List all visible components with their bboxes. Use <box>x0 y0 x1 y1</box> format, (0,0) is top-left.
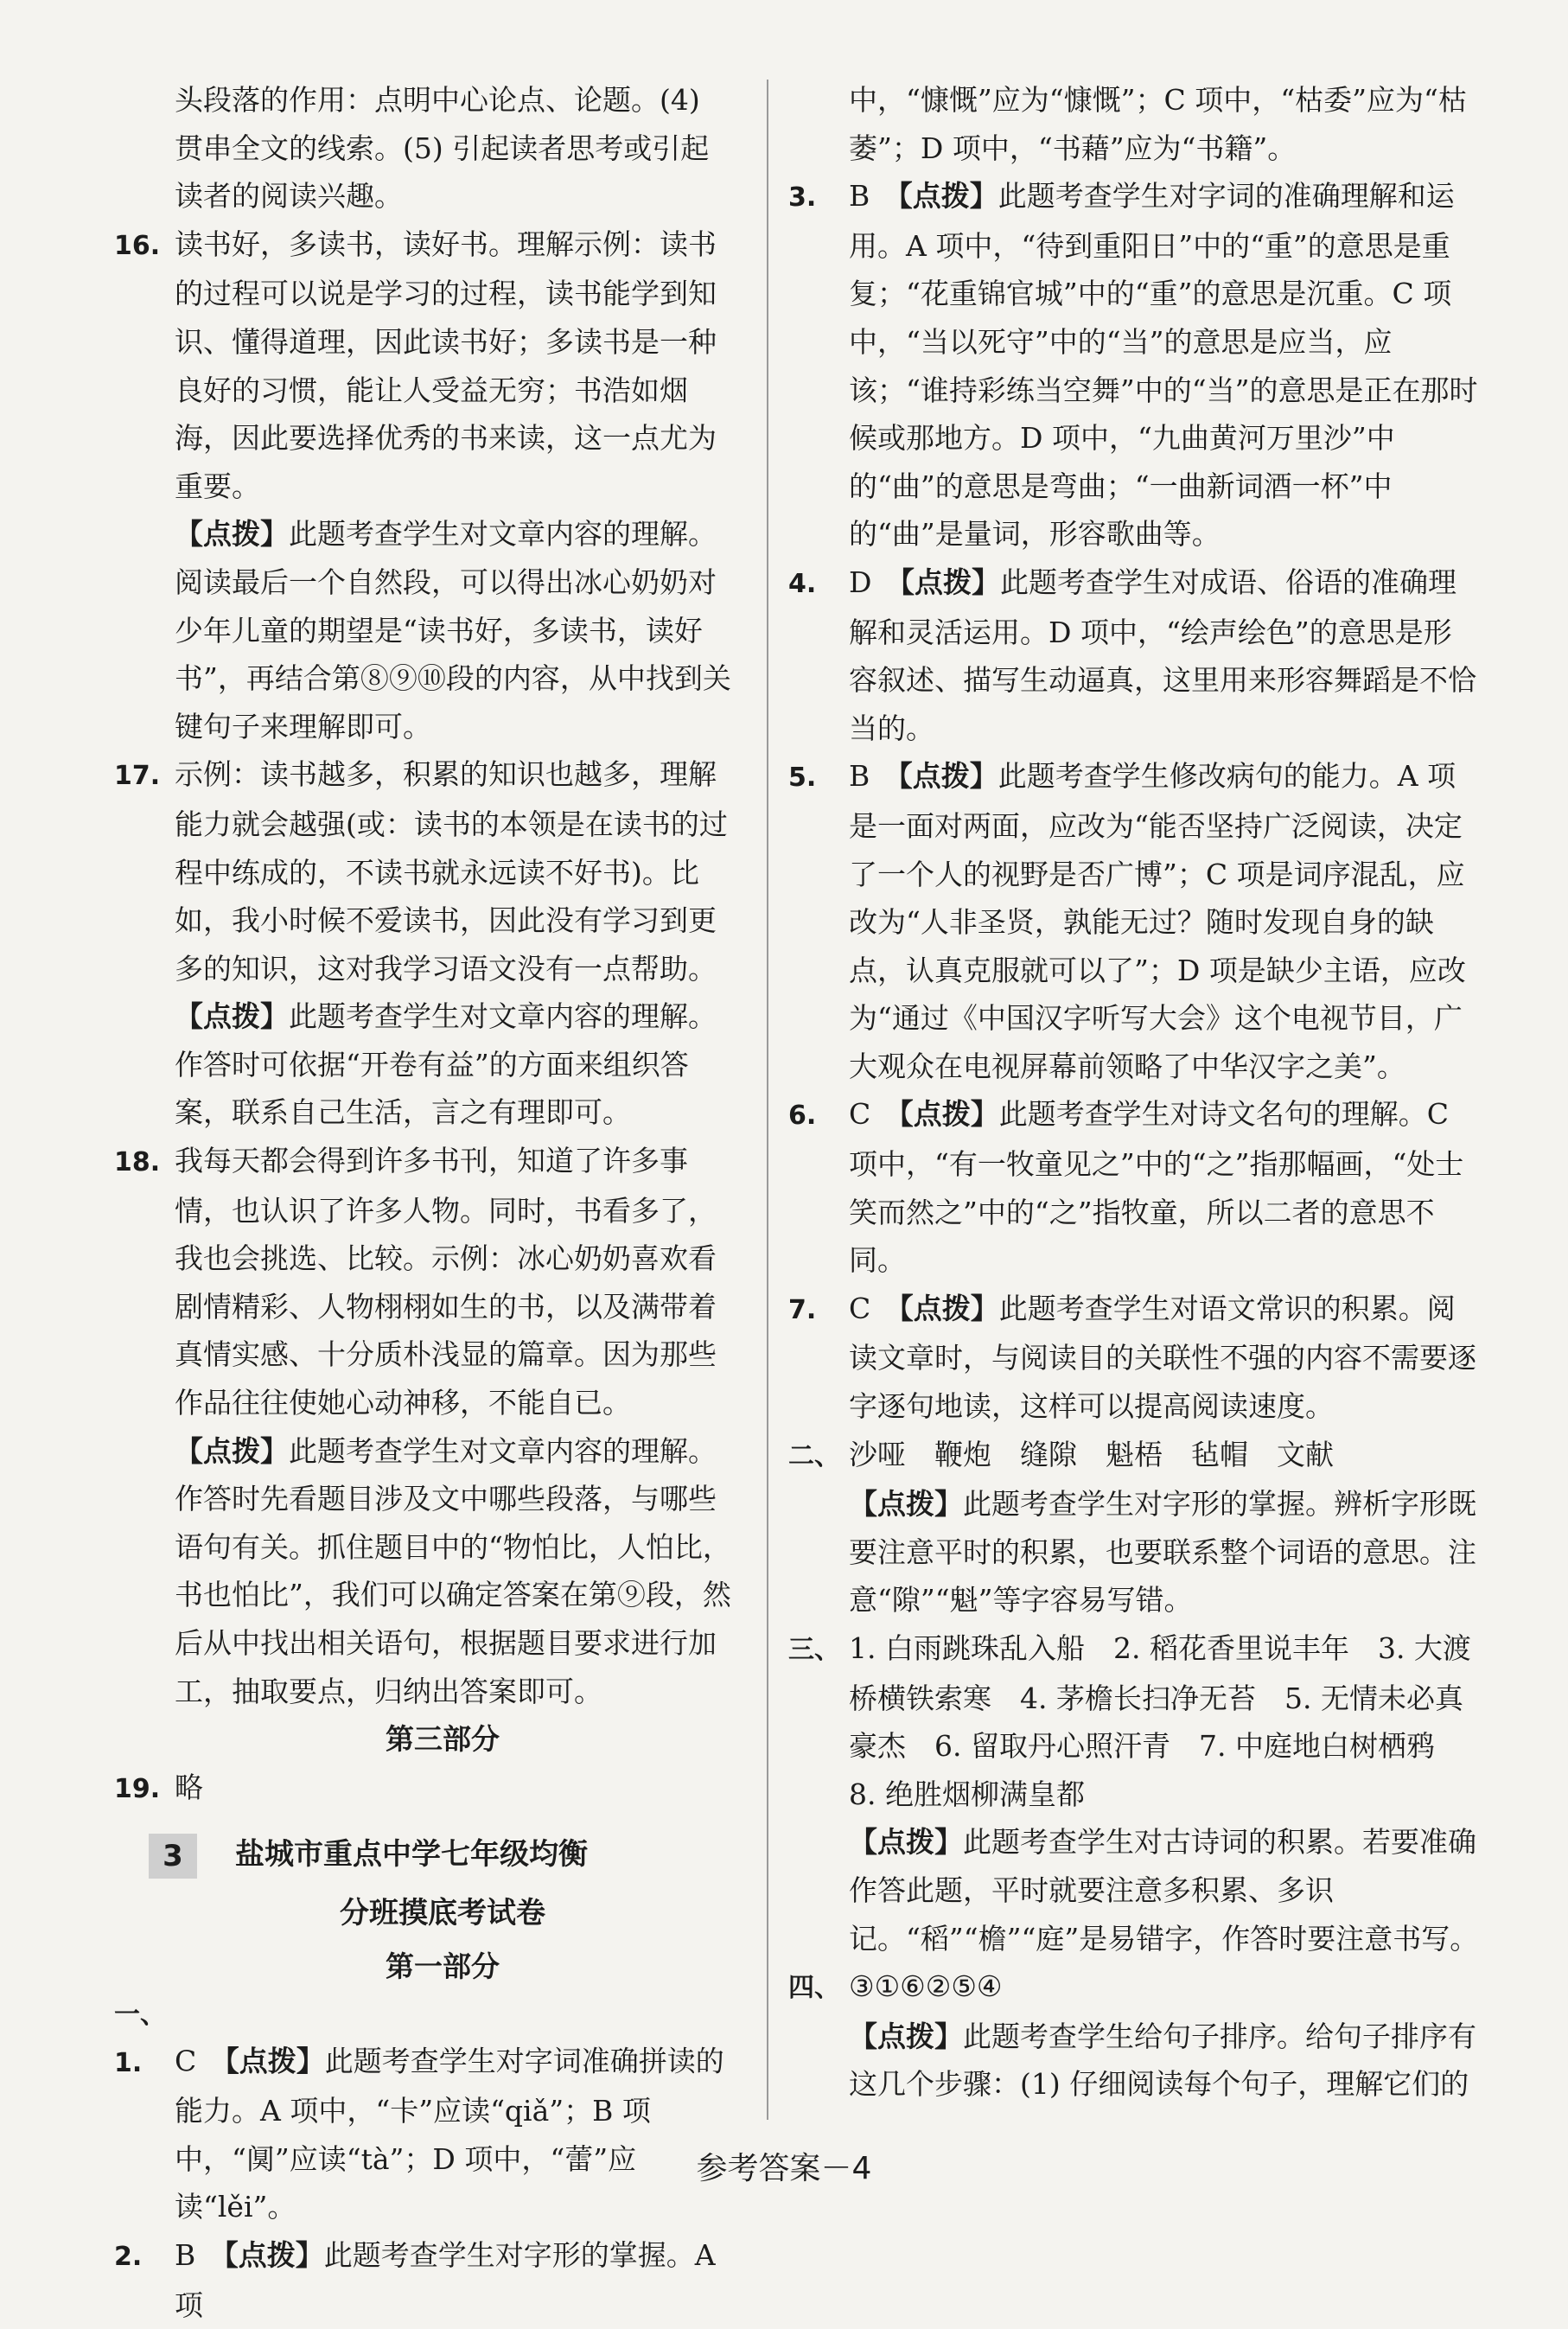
q5-answer <box>788 752 1480 1090</box>
q18-tip <box>114 1427 736 1716</box>
q17-tip <box>114 992 736 1137</box>
section4-tip <box>788 2013 1480 2109</box>
q16-number: 16. <box>114 230 161 261</box>
q17-answer <box>114 750 736 992</box>
tip-label: 【点拨】 <box>224 2237 324 2272</box>
q7-answer <box>788 1285 1480 1431</box>
q5-tip-text: 此题考查学生修改病句的能力。A 项是一面对两面，应改为“能否坚持广泛阅读，决定了一个人的视野是否广博”；C 项是词序混乱，应改为“人非圣贤，孰能无过？随时发现自身的缺点，认真克服就可以了”；D 项是缺少主语，应改为“通过《中国汉字听写大会》这个电视节目，广大观众在电视屏幕前领略了中华汉字之美”。 <box>849 759 1466 1083</box>
q16-tip <box>114 510 736 750</box>
q17-number: 17. <box>114 761 161 792</box>
q7-tip-text: 此题考查学生对语文常识的积累。阅读文章时，与阅读目的关联性不强的内容不需要逐字逐句地读，这样可以提高阅读速度。 <box>849 1291 1476 1424</box>
q2-tip-text: 此题考查学生对字形的掌握。A 项 <box>175 2237 716 2322</box>
section2-answer-text: 沙哑 鞭炮 缝隙 魁梧 毡帽 文献 <box>849 1437 1334 1471</box>
tip-label: 【点拨】 <box>849 1825 963 1860</box>
q19-number: 19. <box>114 1773 161 1804</box>
q3-tip-text: 此题考查学生对字词的准确理解和运用。A 项中，“待到重阳日”中的“重”的意思是重复；“花重锦官城”中的“重”的意思是沉重。C 项中，“当以死守”中的“当”的意思是应当，应该；“谁持彩练当空舞”中的“当”的意思是正在那时候或那地方。D 项中，“九曲黄河万里沙”中的“曲”的意思是弯曲；“一曲新词酒一杯”中的“曲”是量词，形容歌曲等。 <box>849 179 1478 552</box>
q2-continuation: 中，“慷慨”应为“慷慨”；C 项中，“枯委”应为“枯萎”；D 项中，“书藉”应为“书籍”。 <box>849 83 1467 165</box>
part-one-heading: 第一部分 <box>386 1949 500 1984</box>
section3-number: 三、 <box>788 1635 840 1665</box>
q6-choice: C <box>849 1097 871 1132</box>
section2-answer <box>788 1431 1480 1481</box>
q3-number: 3. <box>788 182 817 214</box>
section3-tip-text: 此题考查学生对古诗词的积累。若要准确作答此题，平时就要注意多积累、多识记。“稻”“檐”“庭”是易错字，作答时要注意书写。 <box>849 1825 1479 1956</box>
tip-label: 【点拨】 <box>898 759 998 794</box>
section2-tip-text: 此题考查学生对字形的掌握。辨析字形既要注意平时的积累，也要联系整个词语的意思。注意“隙”“魁”等字容易写错。 <box>849 1487 1476 1618</box>
q1-tip-text: 此题考查学生对字词准确拼读的能力。A 项中，“卡”应读“qiǎ”；B 项中，“阒”应读“tà”；D 项中，“蕾”应读“lěi”。 <box>175 2044 724 2224</box>
page-footer: 参考答案－4 <box>696 2151 872 2186</box>
section2-number: 二、 <box>788 1440 840 1471</box>
tip-label: 【点拨】 <box>899 1097 999 1132</box>
tip-label: 【点拨】 <box>849 1487 963 1522</box>
section3-answer-text: 1. 白雨跳珠乱入船 2. 稻花香里说丰年 3. 大渡桥横铁索寒 4. 茅檐长扫净无苔 5. 无情未必真豪杰 6. 留取丹心照汗青 7. 中庭地白树栖鸦 8. 绝胜烟柳满皇都 <box>849 1631 1471 1811</box>
section-title <box>114 1825 736 1943</box>
tip-label: 【点拨】 <box>175 517 289 552</box>
q3-choice: B <box>849 179 870 214</box>
q6-tip-text: 此题考查学生对诗文名句的理解。C 项中，“有一牧童见之”中的“之”指那幅画，“处士笑而然之”中的“之”指牧童，所以二者的意思不同。 <box>849 1097 1464 1278</box>
tip-label: 【点拨】 <box>900 565 1000 599</box>
section-title-line1: 盐城市重点中学七年级均衡 <box>235 1837 588 1873</box>
q7-number: 7. <box>788 1294 817 1325</box>
column-divider <box>767 80 768 2120</box>
right-column <box>788 76 1480 2109</box>
section2-tip <box>788 1480 1480 1624</box>
q1-number: 一、1. <box>114 1999 166 2078</box>
q18-tip-text: 此题考查学生对文章内容的理解。作答时先看题目涉及文中哪些段落，与哪些语句有关。抓住题目中的“物怕比，人怕比，书也怕比”，我们可以确定答案在第⑨段，然后从中找出相关语句，根据题目要求进行加工，抽取要点，归纳出答案即可。 <box>175 1433 731 1708</box>
q6-answer <box>788 1090 1480 1284</box>
q2-choice: B <box>175 2237 196 2272</box>
tip-label: 【点拨】 <box>225 2044 325 2078</box>
tip-label: 【点拨】 <box>899 1291 999 1325</box>
q5-number: 5. <box>788 763 817 794</box>
tip-label: 【点拨】 <box>175 1433 289 1468</box>
q18-answer-text: 我每天都会得到许多书刊，知道了许多事情，也认识了许多人物。同时，书看多了，我也会挑选、比较。示例：冰心奶奶喜欢看剧情精彩、人物栩栩如生的书，以及满带着真情实感、十分质朴浅显的篇章。因为那些作品往往使她心动神移，不能自已。 <box>175 1144 717 1420</box>
q2-number: 2. <box>114 2241 143 2272</box>
q19-answer <box>114 1764 736 1814</box>
section4-tip-text: 此题考查学生给句子排序。给句子排序有这几个步骤：(1) 仔细阅读每个句子，理解它们的 <box>849 2019 1476 2102</box>
section-title-line2: 分班摸底考试卷 <box>340 1896 545 1931</box>
q16-answer <box>114 220 736 511</box>
q18-answer <box>114 1137 736 1427</box>
section3-answer <box>788 1624 1480 1818</box>
q1-answer <box>114 1991 736 2231</box>
q4-tip-text: 此题考查学生对成语、俗语的准确理解和灵活运用。D 项中，“绘声绘色”的意思是形容叙述、描写生动逼真，这里用来形容舞蹈是不恰当的。 <box>849 565 1476 745</box>
q5-choice: B <box>849 759 870 794</box>
q17-answer-text: 示例：读书越多，积累的知识也越多，理解能力就会越强(或：读书的本领是在读书的过程中练成的，不读书就永远读不好书)。比如，我小时候不爱读书，因此没有学习到更多的知识，这对我学习语文没有一点帮助。 <box>175 757 728 986</box>
q17-tip-text: 此题考查学生对文章内容的理解。作答时可依据“开卷有益”的方面来组织答案，联系自己生活，言之有理即可。 <box>175 999 717 1130</box>
q16-tip-text: 此题考查学生对文章内容的理解。阅读最后一个自然段，可以得出冰心奶奶对少年儿童的期望是“读书好，多读书，读好书”，再结合第⑧⑨⑩段的内容，从中找到关键句子来理解即可。 <box>175 517 731 743</box>
tip-label: 【点拨】 <box>175 999 289 1034</box>
part-three-heading: 第三部分 <box>386 1722 500 1757</box>
tip-label: 【点拨】 <box>898 179 998 214</box>
section3-tip <box>788 1818 1480 1962</box>
q4-number: 4. <box>788 568 817 599</box>
q15-continuation: 头段落的作用：点明中心论点、论题。(4) 贯串全文的线索。(5) 引起读者思考或引起读者的阅读兴趣。 <box>175 83 710 214</box>
q7-choice: C <box>849 1291 871 1325</box>
section4-number: 四、 <box>788 1973 840 2004</box>
q18-number: 18. <box>114 1147 161 1178</box>
q3-answer <box>788 172 1480 558</box>
q2-answer <box>114 2231 736 2329</box>
section4-answer <box>788 1962 1480 2013</box>
q6-number: 6. <box>788 1101 817 1132</box>
q16-answer-text: 读书好，多读书，读好书。理解示例：读书的过程可以说是学习的过程，读书能学到知识、懂得道理，因此读书好；多读书是一种良好的习惯，能让人受益无穷；书浩如烟海，因此要选择优秀的书来读，这一点尤为重要。 <box>175 227 717 503</box>
section-number-box: 3 <box>149 1834 197 1879</box>
q19-answer-text: 略 <box>175 1770 203 1804</box>
tip-label: 【点拨】 <box>849 2019 963 2053</box>
q4-choice: D <box>849 565 872 599</box>
left-column <box>114 76 736 2329</box>
q4-answer <box>788 558 1480 752</box>
section4-answer-text: ③①⑥②⑤④ <box>849 1969 1003 2004</box>
q1-choice: C <box>175 2044 197 2078</box>
